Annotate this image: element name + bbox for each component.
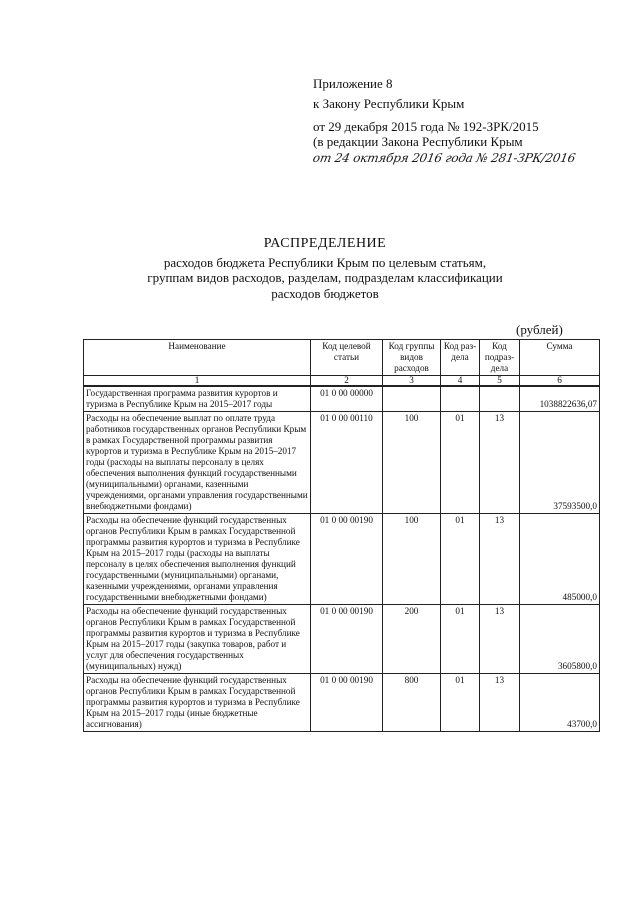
row-name: Государственная программа развития курортов и туризма в Республике Крым на 2015–2017 годы [84,386,311,412]
table-row [84,674,600,732]
row-name: Расходы на обеспечение функций государственных органов Республики Крым в рамках Государственной программы развития курортов и туризма в Республике Крым на 2015–2017 годы (расходы на выплаты персоналу в целях обеспечения выполнения функций государственными (муниципальными) органами, казенными учреждениями, органами управления государственными внебюджетными фондами) [84,514,311,605]
amount: 3605800,0 [520,605,600,674]
amount: 485000,0 [520,514,600,605]
column-header: Код подраз-дела [480,340,520,376]
title-heading: РАСПРЕДЕЛЕНИЕ [263,236,387,251]
handwritten-revision: от 24 октября 2016 года № 281-ЗРК/2016 [311,151,577,165]
currency-unit: (рублей) [516,322,563,337]
table-header-row [84,340,600,376]
column-number: 1 [84,376,311,387]
law-date: от 29 декабря 2015 года № 192-ЗРК/2015 [313,119,539,134]
column-number-row [84,376,600,387]
table-row [84,386,600,412]
title-line-2: группам видов расходов, разделам, подразделам классификации [147,270,503,285]
subsection-code [480,386,520,412]
group-code: 200 [383,605,441,674]
group-code: 100 [383,514,441,605]
subsection-code: 13 [480,674,520,732]
column-header: Код целевой статьи [311,340,383,376]
group-code: 100 [383,412,441,514]
target-code: 01 0 00 00110 [311,412,383,514]
section-code: 01 [441,605,480,674]
section-code: 01 [441,674,480,732]
target-code: 01 0 00 00190 [311,514,383,605]
column-header: Код раз-дела [441,340,480,376]
row-name: Расходы на обеспечение функций государственных органов Республики Крым в рамках Государственной программы развития курортов и туризма в Республике Крым на 2015–2017 годы (иные бюджетные ассигнования) [84,674,311,732]
title-line-3: расходов бюджетов [271,285,379,301]
section-code: 01 [441,514,480,605]
subsection-code: 13 [480,412,520,514]
column-number: 2 [311,376,383,387]
subsection-code: 13 [480,514,520,605]
section-code: 01 [441,412,480,514]
appendix-number: Приложение 8 [313,76,393,91]
column-number: 3 [383,376,441,387]
amount: 37593500,0 [520,412,600,514]
budget-table [83,339,600,732]
column-header: Наименование [84,340,311,376]
column-header: Код группы видов расходов [383,340,441,376]
column-header: Сумма [520,340,600,376]
revision-note: (в редакции Закона Республики Крым [313,134,523,149]
row-name: Расходы на обеспечение выплат по оплате труда работников государственных органов Республики Крым в рамках Государственной программы развития курортов и туризма в Республике Крым на 2015–2017 годы (расходы на выплаты персоналу в целях обеспечения выполнения функций государственными (муниципальными) органами, казенными учреждениями, органами управления государственными внебюджетными фондами) [84,412,311,514]
group-code: 800 [383,674,441,732]
table-row [84,514,600,605]
subsection-code: 13 [480,605,520,674]
amount: 1038822636,07 [520,386,600,412]
target-code: 01 0 00 00190 [311,605,383,674]
group-code [383,386,441,412]
column-number: 5 [480,376,520,387]
law-reference: к Закону Республики Крым [313,96,465,111]
table-row [84,605,600,674]
column-number: 6 [520,376,600,387]
target-code: 01 0 00 00190 [311,674,383,732]
title-line-1: расходов бюджета Республики Крым по целевым статьям, [163,254,487,270]
document-title [100,236,550,301]
target-code: 01 0 00 00000 [311,386,383,412]
column-number: 4 [441,376,480,387]
amount: 43700,0 [520,674,600,732]
section-code [441,386,480,412]
row-name: Расходы на обеспечение функций государственных органов Республики Крым в рамках Государственной программы развития курортов и туризма в Республике Крым на 2015–2017 годы (закупка товаров, работ и услуг для обеспечения государственных (муниципальных) нужд) [84,605,311,674]
table-row [84,412,600,514]
